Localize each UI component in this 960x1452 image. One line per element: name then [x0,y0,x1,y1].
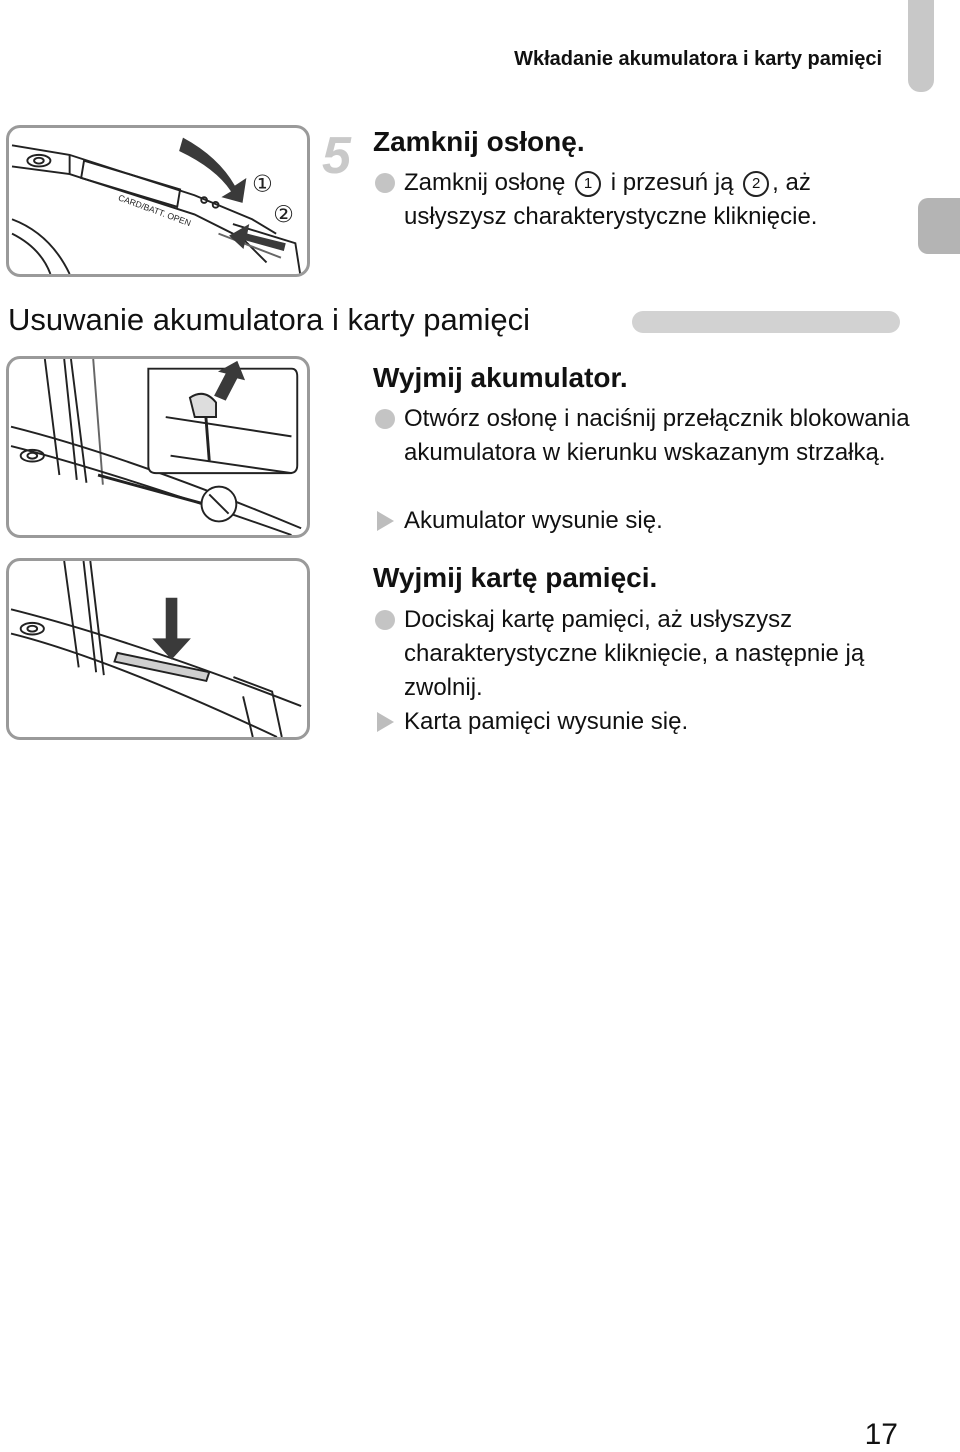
chapter-marker [918,198,960,254]
page-number: 17 [864,1418,898,1451]
battery-bullet-text: Otwórz osłonę i naciśnij przełącznik blokowania akumulatora w kierunku wskazanym strzałką. [404,405,910,466]
battery-removal-illustration [9,359,307,535]
result-arrow-icon [373,705,399,739]
battery-heading: Wyjmij akumulator. [373,362,628,393]
step-heading: Zamknij osłonę. [373,126,585,157]
card-removal-illustration [9,561,307,737]
chapter-tab [908,0,934,92]
card-bullet-text: Dociskaj kartę pamięci, aż usłyszysz charakterystyczne kliknięcie, a następnie ją zwolnij. [404,606,865,701]
bullet-text-1: Zamknij osłonę [404,169,566,196]
battery-result [373,504,913,538]
circled-number-1: 1 [575,171,601,197]
camera-cover-illustration [9,128,307,274]
step-number: 5 [322,127,351,185]
figure-remove-card [6,558,310,740]
battery-bullet [373,402,913,470]
figure-remove-battery [6,356,310,538]
figure-close-cover [6,125,310,277]
step-bullet [373,166,913,234]
bullet-icon [373,166,399,200]
callout-1: ① [252,171,273,198]
bullet-text-2: i przesuń ją [610,169,734,196]
bullet-icon [373,603,399,637]
card-bullet [373,603,913,705]
result-arrow-icon [373,504,399,538]
callout-2: ② [273,202,294,229]
card-result [373,705,913,739]
card-result-text: Karta pamięci wysunie się. [404,708,689,735]
section-title-bar [632,311,900,333]
bullet-text-3: , aż usłyszysz charakterystyczne kliknięcie. [404,169,818,230]
arrow-down-icon [152,598,191,660]
circled-number-2: 2 [743,171,769,197]
running-header: Wkładanie akumulatora i karty pamięci [514,48,882,70]
figure-label: CARD/BATT. OPEN [116,192,193,229]
section-title: Usuwanie akumulatora i karty pamięci [8,302,531,337]
battery-result-text: Akumulator wysunie się. [404,507,663,534]
bullet-icon [373,402,399,436]
card-heading: Wyjmij kartę pamięci. [373,562,658,593]
